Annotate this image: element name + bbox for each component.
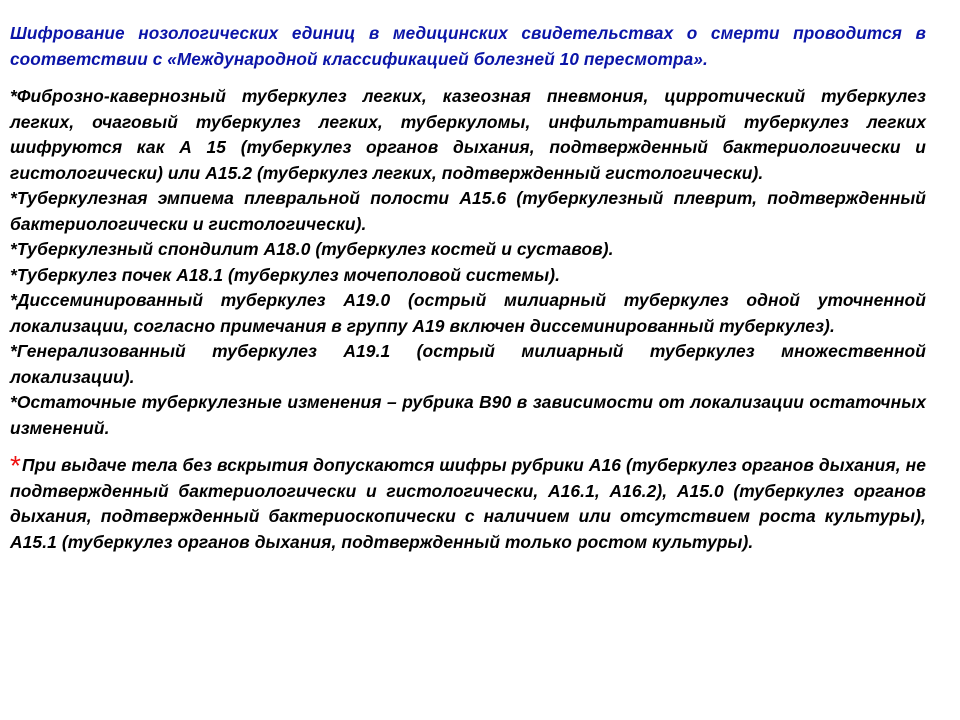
list-item-residual: *Остаточные туберкулезные изменения – рубрика В90 в зависимости от локализации остаточных изменений. bbox=[10, 392, 926, 438]
final-paragraph bbox=[10, 450, 926, 555]
slide-content bbox=[10, 20, 926, 555]
accent-star: * bbox=[10, 450, 21, 481]
list-item-empyema: *Туберкулезная эмпиема плевральной полости А15.6 (туберкулезный плеврит, подтвержденный бактериологически и гистологически). bbox=[10, 188, 926, 234]
list-item-disseminated: *Диссеминированный туберкулез А19.0 (острый милиарный туберкулез одной уточненной локализации, согласно примечания в группу А19 включен диссеминированный туберкулез). bbox=[10, 290, 926, 336]
tuberculosis-coding-list bbox=[10, 84, 926, 441]
list-item-generalized: *Генерализованный туберкулез А19.1 (острый милиарный туберкулез множественной локализации). bbox=[10, 341, 926, 387]
final-paragraph-text: При выдаче тела без вскрытия допускаются шифры рубрики А16 (туберкулез органов дыхания, не подтвержденный бактериологически и гистологически, А16.1, А16.2), А15.0 (туберкулез органов дыхания, подтвержденный бактериоскопически с наличием или отсутствием роста культуры), А15.1 (туберкулез органов дыхания, подтвержденный только ростом культуры). bbox=[10, 455, 926, 552]
intro-paragraph: Шифрование нозологических единиц в медицинских свидетельствах о смерти проводится в соответствии с «Международной классификацией болезней 10 пересмотра». bbox=[10, 23, 926, 69]
list-item-fibrous-cavernous: *Фиброзно-кавернозный туберкулез легких, казеозная пневмония, цирротический туберкулез легких, очаговый туберкулез легких, туберкуломы, инфильтративный туберкулез легких шифруются как А 15 (туберкулез органов дыхания, подтвержденный бактериологически и гистологически) или А15.2 (туберкулез легких, подтвержденный гистологически). bbox=[10, 86, 926, 183]
list-item-spondylitis: *Туберкулезный спондилит А18.0 (туберкулез костей и суставов). bbox=[10, 239, 614, 259]
list-item-kidney: *Туберкулез почек А18.1 (туберкулез мочеполовой системы). bbox=[10, 264, 561, 285]
